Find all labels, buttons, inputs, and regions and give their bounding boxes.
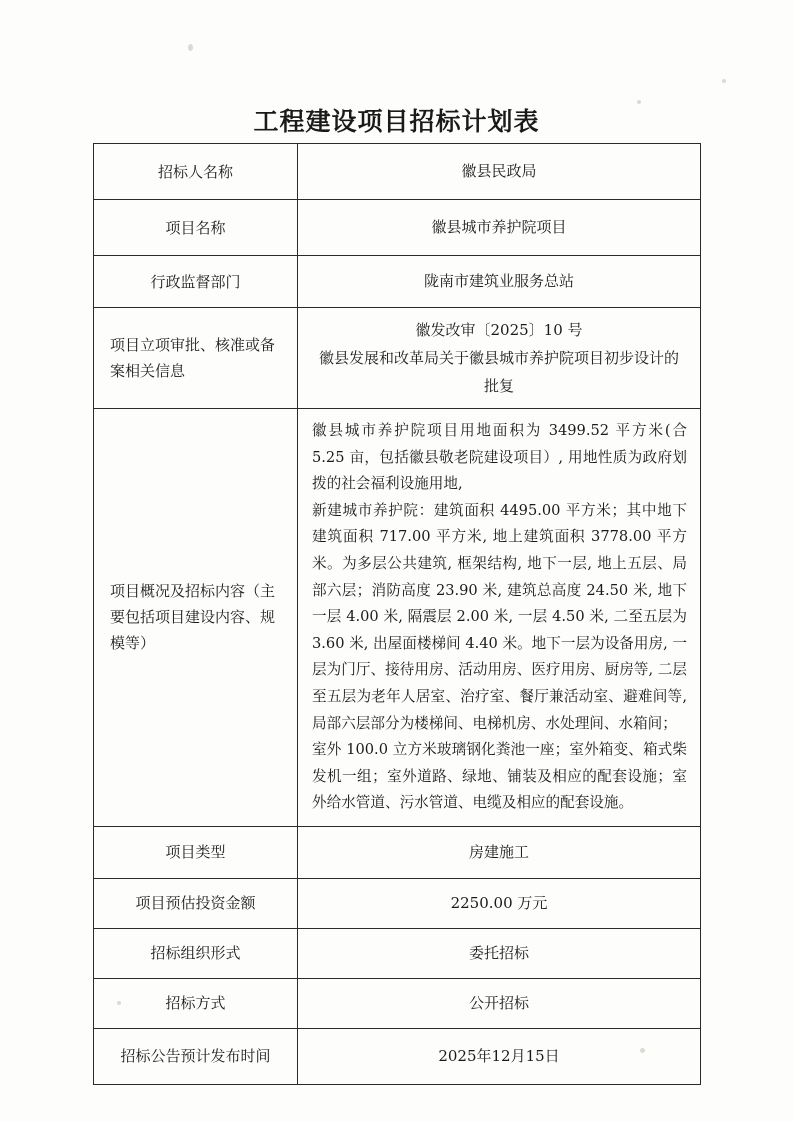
- row-value-supervision-dept: 陇南市建筑业服务总站: [298, 256, 701, 308]
- row-value-project-overview: [298, 409, 701, 827]
- table-row: [94, 256, 701, 308]
- overview-paragraph-1: 徽县城市养护院项目用地面积为 3499.52 平方米(合 5.25 亩，包括徽县敬老院建设项目）, 用地性质为政府划拨的社会福利设施用地,: [312, 422, 687, 493]
- row-value-bidder-name: 徽县民政局: [298, 144, 701, 200]
- row-label-project-name: 项目名称: [94, 200, 298, 256]
- table-row: [94, 826, 701, 878]
- row-label-approval-info: 项目立项审批、核准或备案相关信息: [94, 308, 298, 409]
- table-row: [94, 928, 701, 978]
- row-label-project-overview: 项目概况及招标内容（主要包括项目建设内容、规模等）: [94, 409, 298, 827]
- row-value-estimated-investment: 2250.00 万元: [298, 878, 701, 928]
- bidding-plan-table: [93, 143, 701, 1085]
- row-label-bidder-name: 招标人名称: [94, 144, 298, 200]
- row-label-supervision-dept: 行政监督部门: [94, 256, 298, 308]
- table-row: [94, 200, 701, 256]
- table-row: [94, 409, 701, 827]
- overview-paragraph-2: 新建城市养护院：建筑面积 4495.00 平方米；其中地下建筑面积 717.00 平方米, 地上建筑面积 3778.00 平方米。为多层公共建筑, 框架结构, 地下一层, 地上五层、局部六层；消防高度 23.90 米, 建筑总高度 24.50 米, 地下一层 4.00 米, 隔震层 2.00 米, 一层 4.50 米, 二至五层为 3.60 米, 出屋面楼梯间 4.40 米。地下一层为设备用房, 一层为门厅、接待用房、活动用房、医疗用房、厨房等, 二层至五层为老年人居室、治疗室、餐厅兼活动室、避难间等, 局部六层部分为楼梯间、电梯机房、水处理间、水箱间；: [312, 501, 687, 732]
- table-row: [94, 878, 701, 928]
- table-row: [94, 144, 701, 200]
- row-label-estimated-investment: 项目预估投资金额: [94, 878, 298, 928]
- overview-paragraph-3: 室外 100.0 立方米玻璃钢化粪池一座；室外箱变、箱式柴发机一组；室外道路、绿地、铺装及相应的配套设施；室外给水管道、污水管道、电缆及相应的配套设施。: [312, 741, 687, 812]
- scan-speckle: [722, 79, 726, 83]
- scan-speckle: [188, 44, 193, 51]
- table-row: [94, 308, 701, 409]
- row-value-project-name: 徽县城市养护院项目: [298, 200, 701, 256]
- row-label-organization-form: 招标组织形式: [94, 928, 298, 978]
- approval-doc-number: 徽发改审〔2025〕10 号: [415, 321, 583, 339]
- row-value-announcement-date: 2025年12月15日: [298, 1028, 701, 1084]
- row-value-project-type: 房建施工: [298, 826, 701, 878]
- row-value-approval-info: [298, 308, 701, 409]
- row-label-announcement-date: 招标公告预计发布时间: [94, 1028, 298, 1084]
- table-row: [94, 1028, 701, 1084]
- row-label-bidding-method: 招标方式: [94, 978, 298, 1028]
- row-value-bidding-method: 公开招标: [298, 978, 701, 1028]
- page-title: 工程建设项目招标计划表: [253, 107, 540, 136]
- row-value-organization-form: 委托招标: [298, 928, 701, 978]
- approval-doc-title: 徽县发展和改革局关于徽县城市养护院项目初步设计的批复: [318, 349, 679, 395]
- row-label-project-type: 项目类型: [94, 826, 298, 878]
- table-row: [94, 978, 701, 1028]
